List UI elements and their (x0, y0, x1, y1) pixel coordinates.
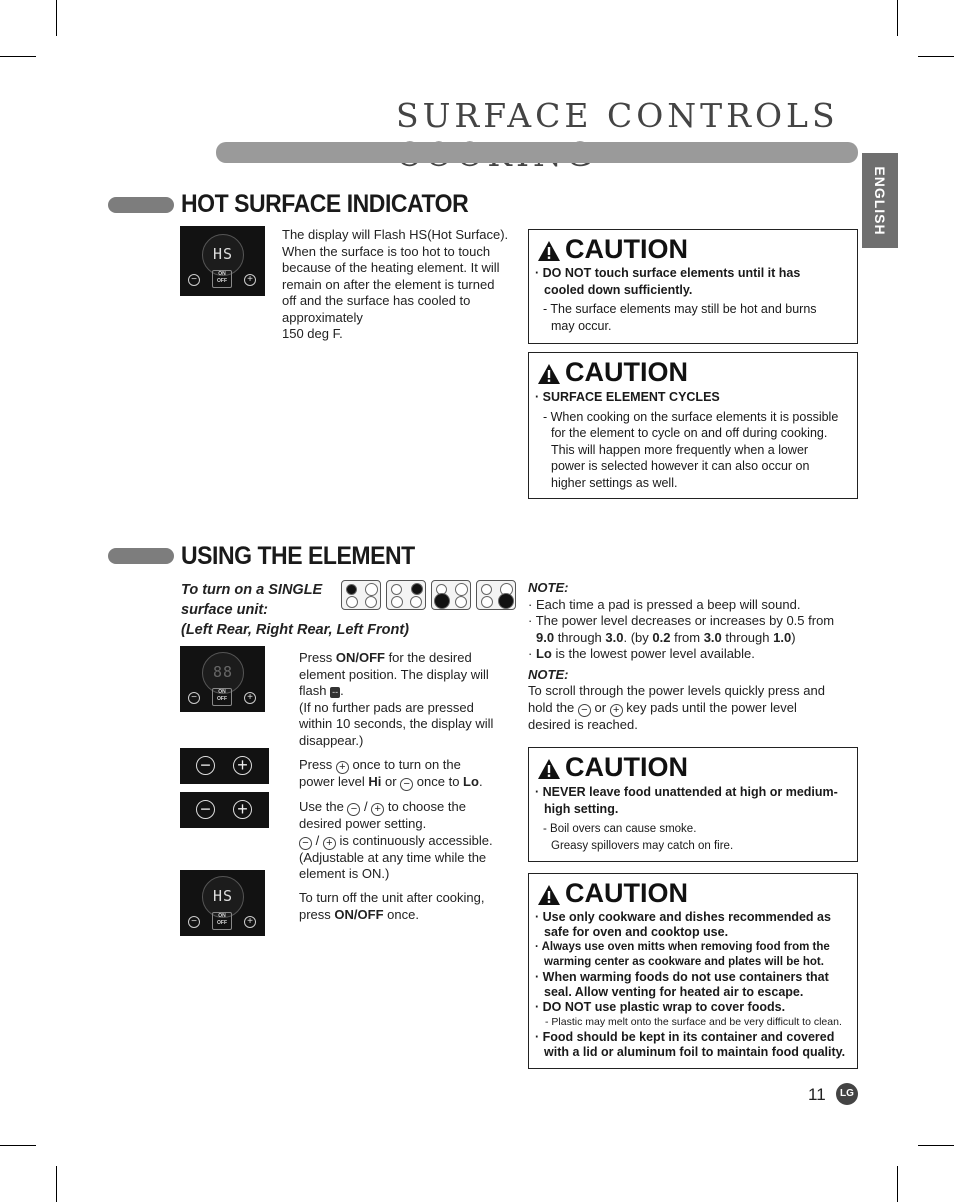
text-line: - The surface elements may still be hot and burns (543, 302, 817, 316)
plus-icon: + (244, 274, 256, 286)
plus-icon: + (244, 692, 256, 704)
text-line: DO NOT touch surface elements until it has (542, 266, 801, 280)
text-line: flash -- . (299, 683, 344, 698)
caution-bullet: · Food should be kept in its container and covered (535, 1030, 835, 1044)
burner-layout-left-front-icon (431, 580, 471, 610)
text-line: − / + is continuously accessible. (299, 833, 514, 850)
minus-icon: − (196, 756, 215, 775)
text-line: within 10 seconds, the display will (299, 716, 494, 731)
plus-minus-pad-image (180, 792, 269, 828)
lg-logo-icon: LG (836, 1083, 858, 1105)
control-panel-image (180, 646, 265, 712)
caution-bullet: · DO NOT touch surface elements until it has (535, 266, 801, 280)
caution-box-unattended (528, 747, 858, 862)
plus-icon: + (233, 800, 252, 819)
caution-bullet: · Use only cookware and dishes recommended as (535, 910, 831, 924)
caution-bullet: · Always use oven mitts when removing food from the (535, 941, 830, 953)
text-line: - Boil overs can cause smoke. (543, 823, 697, 835)
crop-mark (56, 1166, 57, 1202)
text-line: When the surface is too hot to touch (282, 243, 491, 259)
caution-heading (537, 878, 688, 909)
caution-label: CAUTION (565, 752, 688, 782)
minus-icon: − (400, 778, 413, 791)
plus-minus-pad-image (180, 748, 269, 784)
caution-text (535, 910, 851, 1060)
notes-block (528, 580, 858, 733)
caution-label: CAUTION (565, 878, 688, 908)
plus-icon: + (336, 761, 349, 774)
text-line: This will happen more frequently when a lower (551, 442, 809, 457)
flash-dash-icon: -- (332, 687, 339, 697)
minus-icon: − (188, 692, 200, 704)
text-line: because of the heating element. It will (282, 260, 500, 275)
warning-icon (537, 884, 561, 906)
text-line: with a lid or aluminum foil to maintain food quality. (544, 1045, 846, 1059)
text-line: for the element to cycle on and off during cooking. (551, 426, 828, 440)
plus-icon: + (371, 803, 384, 816)
step1-text (299, 650, 514, 749)
plus-icon: + (323, 837, 336, 850)
text-line: SURFACE ELEMENT CYCLES (542, 390, 720, 404)
text-line: hold the − or + key pads until the power level (528, 699, 797, 716)
caution-heading (537, 357, 688, 388)
crop-mark (0, 1145, 36, 1146)
caution-bullet: · When warming foods do not use containers that (535, 970, 829, 984)
text-line: · Lo is the lowest power level available. (528, 646, 755, 661)
onoff-key: ON OFF (212, 912, 232, 930)
text-line: (Left Rear, Right Rear, Left Front) (181, 622, 409, 638)
caution-text (535, 265, 851, 334)
text-line: disappear.) (299, 732, 364, 748)
text-line: Press + once to turn on the (299, 757, 461, 773)
text-line: warming center as cookware and plates will be hot. (544, 956, 824, 968)
caution-bullet: · SURFACE ELEMENT CYCLES (535, 390, 720, 404)
page-number: 11 (808, 1085, 826, 1104)
section-heading-using-element: USING THE ELEMENT (181, 542, 415, 570)
text-line: element is ON.) (299, 866, 390, 881)
crop-mark (918, 1145, 954, 1146)
text-line: Press ON/OFF for the desired (299, 650, 472, 665)
warning-icon (537, 240, 561, 262)
plus-icon: + (233, 756, 252, 775)
caution-label: CAUTION (565, 234, 688, 264)
text-line: seal. Allow venting for heated air to escape. (544, 985, 804, 999)
warning-icon (537, 758, 561, 780)
text-line: press ON/OFF once. (299, 906, 419, 922)
text-line: - Plastic may melt onto the surface and be very difficult to clean. (545, 1016, 842, 1028)
text-line: - When cooking on the surface elements it is possible (543, 409, 839, 424)
crop-mark (56, 0, 57, 36)
control-panel-image (180, 226, 265, 296)
minus-icon: − (299, 837, 312, 850)
text-line: To turn on a SINGLE (181, 582, 323, 598)
caution-bullet: · DO NOT use plastic wrap to cover foods. (535, 1000, 786, 1014)
text-line: 9.0 through 3.0. (by 0.2 from 3.0 through 1.0) (536, 629, 796, 645)
warning-icon (537, 363, 561, 385)
section-pill (108, 548, 174, 564)
text-line: To turn off the unit after cooking, (299, 890, 485, 905)
caution-box-cycles (528, 352, 858, 499)
onoff-key: ON OFF (212, 270, 232, 288)
burner-layout-right-rear-icon (386, 580, 426, 610)
text-line: Use the − / + to choose the (299, 799, 466, 815)
text-line: (If no further pads are pressed (299, 699, 474, 715)
step2-text (299, 757, 514, 791)
control-panel-image (180, 870, 265, 936)
text-line: safe for oven and cooktop use. (544, 925, 729, 939)
display-readout: HS (212, 887, 234, 905)
note-label: NOTE: (528, 666, 569, 682)
caution-heading (537, 752, 688, 783)
plus-icon: + (610, 704, 623, 717)
burner-layout-left-rear-icon (341, 580, 381, 610)
language-tab (862, 153, 898, 248)
text-line: 150 deg F. (282, 326, 343, 341)
crop-mark (897, 0, 898, 36)
caution-text (535, 389, 851, 491)
caution-box-cookware (528, 873, 858, 1069)
text-line: (Adjustable at any time while the (299, 849, 487, 865)
text-line: surface unit: (181, 602, 269, 618)
display-readout: HS (212, 245, 234, 263)
text-line: may occur. (551, 318, 612, 333)
text-line: power is selected however it can also occur on (551, 459, 810, 473)
text-line: cooled down sufficiently. (544, 282, 693, 297)
caution-heading (537, 234, 688, 265)
step3-text (299, 799, 514, 883)
caution-box-touch (528, 229, 858, 344)
text-line: power level Hi or − once to Lo. (299, 774, 483, 790)
text-line: Greasy spillovers may catch on fire. (551, 839, 734, 852)
display-readout: 88 (212, 663, 234, 681)
section-heading-hot-surface: HOT SURFACE INDICATOR (181, 190, 469, 218)
text-line: approximately (282, 309, 363, 325)
minus-icon: − (188, 274, 200, 286)
crop-mark (0, 56, 36, 57)
text-line: desired power setting. (299, 816, 427, 831)
step4-text (299, 890, 514, 923)
text-line: higher settings as well. (551, 475, 678, 490)
text-line: · Each time a pad is pressed a beep will sound. (528, 596, 801, 612)
caution-text (535, 784, 851, 854)
text-line: remain on after the element is turned (282, 276, 495, 292)
text-line: To scroll through the power levels quickly press and (528, 683, 825, 698)
text-line: off and the surface has cooled to (282, 293, 471, 308)
crop-mark (897, 1166, 898, 1202)
minus-icon: − (196, 800, 215, 819)
onoff-key: ON OFF (212, 688, 232, 706)
minus-icon: − (578, 704, 591, 717)
plus-icon: + (244, 916, 256, 928)
page-title: SURFACE CONTROLS (396, 96, 839, 135)
caution-label: CAUTION (565, 357, 688, 387)
note-label: NOTE: (528, 580, 569, 595)
text-line: The display will Flash HS(Hot Surface). (282, 227, 509, 242)
section-pill (108, 197, 174, 213)
minus-icon: − (347, 803, 360, 816)
text-line: desired is reached. (528, 716, 638, 732)
title-bar (216, 142, 858, 163)
text-line: · The power level decreases or increases by 0.5 from (528, 613, 835, 628)
caution-bullet: · NEVER leave food unattended at high or medium- (535, 785, 838, 799)
hot-surface-description (282, 227, 522, 343)
crop-mark (918, 56, 954, 57)
text-line: high setting. (544, 801, 619, 816)
text-line: element position. The display will (299, 666, 489, 682)
language-label: ENGLISH (872, 165, 888, 236)
minus-icon: − (188, 916, 200, 928)
burner-layout-right-front-icon (476, 580, 516, 610)
